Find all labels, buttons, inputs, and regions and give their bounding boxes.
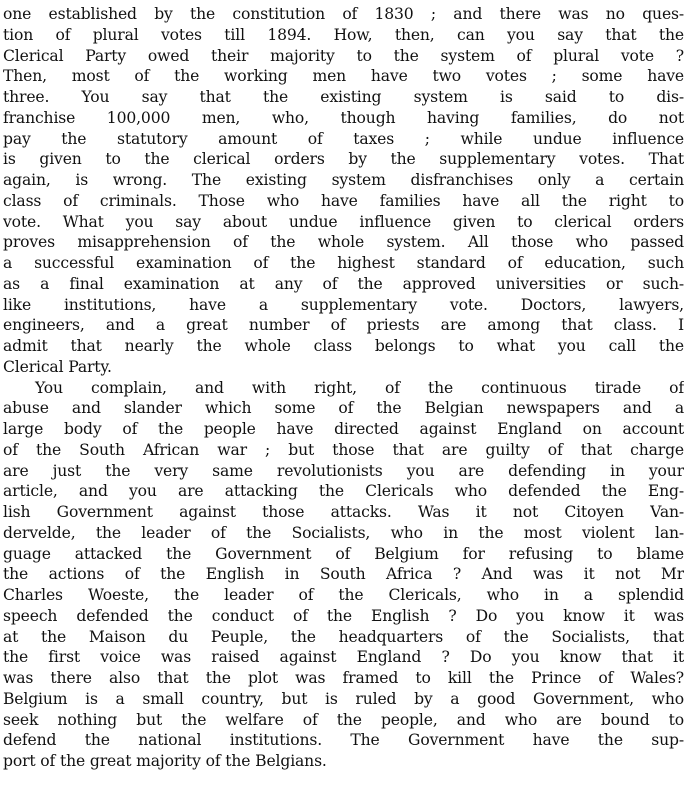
text-line: one established by the constitution of 1830 ; and there was no ques-	[3, 5, 684, 23]
text-line: large body of the people have directed against England on account	[3, 420, 684, 438]
text-line: speech defended the conduct of the English ? Do you know it was	[3, 606, 684, 625]
text-line: dervelde, the leader of the Socialists, who in the most violent lan-	[3, 523, 684, 542]
text-line: proves misapprehension of the whole system. All those who passed	[3, 233, 684, 252]
text-line: seek nothing but the welfare of the people, and who are bound to	[3, 710, 684, 729]
text-line: a successful examination of the highest standard of education, such	[3, 254, 684, 272]
text-line: at the Maison du Peuple, the headquarters of the Socialists, that	[3, 627, 684, 646]
text-line: franchise 100,000 men, who, though having families, do not	[3, 108, 684, 127]
text-line: admit that nearly the whole class belongs to what you call the	[3, 337, 684, 355]
text-line: engineers, and a great number of priests are among that class. I	[3, 316, 684, 335]
text-line: port of the great majority of the Belgians.	[3, 752, 327, 770]
text-line: pay the statutory amount of taxes ; while undue influence	[3, 129, 684, 148]
text-line: of the South African war ; but those that are guilty of that charge	[3, 440, 684, 459]
text-line: again, is wrong. The existing system disfranchises only a certain	[3, 171, 684, 189]
text-line: as a final examination at any of the approved universities or such-	[3, 274, 684, 293]
text-line: defend the national institutions. The Government have the sup-	[3, 731, 684, 750]
text-line: abuse and slander which some of the Belgian newspapers and a	[3, 399, 684, 418]
text-line: You complain, and with right, of the continuous tirade of	[35, 378, 684, 397]
text-line: Clerical Party.	[3, 357, 112, 376]
text-line: Clerical Party owed their majority to the system of plural vote ?	[3, 46, 684, 65]
text-line: is given to the clerical orders by the supplementary votes. That	[3, 150, 684, 169]
text-line: Charles Woeste, the leader of the Clericals, who in a splendid	[3, 586, 684, 604]
text-line: was there also that the plot was framed to kill the Prince of Wales?	[3, 669, 684, 687]
text-line: vote. What you say about undue influence given to clerical orders	[3, 212, 684, 231]
text-line: Then, most of the working men have two votes ; some have	[3, 67, 684, 86]
text-line: like institutions, have a supplementary vote. Doctors, lawyers,	[3, 295, 684, 314]
text-line: are just the very same revolutionists you are defending in your	[3, 461, 684, 480]
text-line: Belgium is a small country, but is ruled by a good Government, who	[3, 689, 684, 708]
text-line: lish Government against those attacks. Was it not Citoyen Van-	[3, 503, 684, 521]
text-line: three. You say that the existing system is said to dis-	[3, 88, 684, 106]
paragraph-1	[3, 4, 684, 378]
text-line: guage attacked the Government of Belgium for refusing to blame	[3, 544, 684, 563]
text-line: class of criminals. Those who have families have all the right to	[3, 191, 684, 210]
text-line: the actions of the English in South Africa ? And was it not Mr	[3, 565, 684, 584]
text-line: the first voice was raised against England ? Do you know that it	[3, 648, 684, 667]
text-line: article, and you are attacking the Clericals who defended the Eng-	[3, 482, 684, 501]
text-line: tion of plural votes till 1894. How, then, can you say that the	[3, 25, 684, 44]
paragraph-2	[3, 378, 684, 772]
